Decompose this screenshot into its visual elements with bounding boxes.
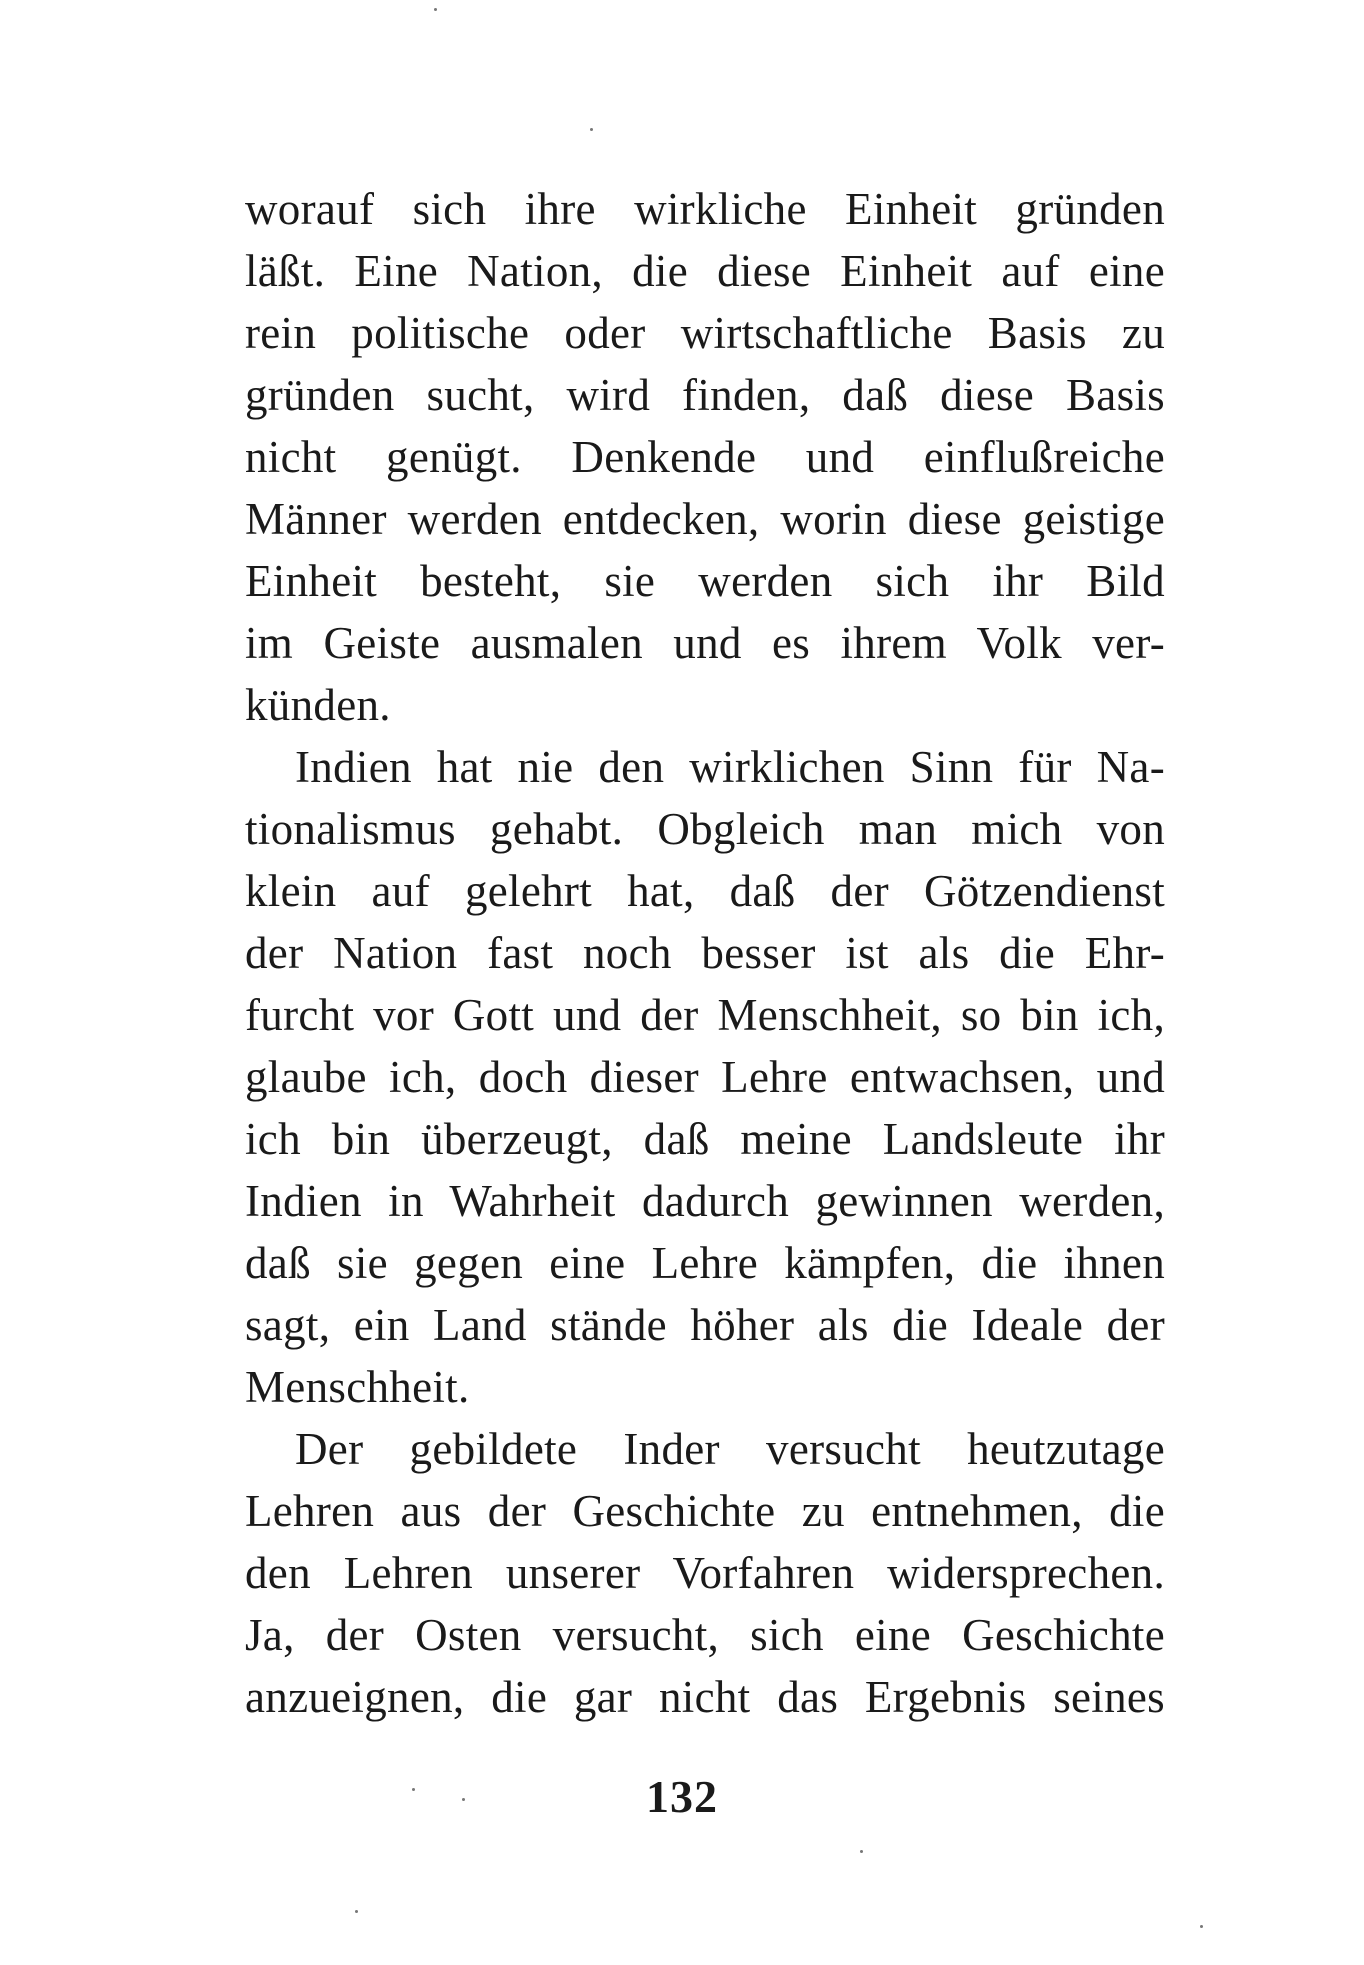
text-line: den Lehren unserer Vorfahren widersprechen. — [245, 1548, 1165, 1598]
text-line: ich bin überzeugt, daß meine Landsleute ihr — [245, 1114, 1165, 1164]
scan-speck — [1200, 1925, 1203, 1928]
text-line: rein politische oder wirtschaftliche Basis zu — [245, 308, 1165, 358]
scan-speck — [860, 1850, 863, 1853]
text-line: Menschheit. — [245, 1362, 470, 1412]
text-line: gründen sucht, wird finden, daß diese Basis — [245, 370, 1165, 420]
text-line: glaube ich, doch dieser Lehre entwachsen, und — [245, 1052, 1165, 1102]
scan-speck — [462, 1798, 465, 1801]
text-line: klein auf gelehrt hat, daß der Götzendienst — [245, 866, 1165, 916]
scan-speck — [355, 1910, 358, 1913]
text-line: Lehren aus der Geschichte zu entnehmen, die — [245, 1486, 1165, 1536]
text-line: Indien hat nie den wirklichen Sinn für Na- — [295, 742, 1165, 792]
text-line: anzueignen, die gar nicht das Ergebnis seines — [245, 1672, 1165, 1722]
body-text — [245, 178, 1165, 1728]
paragraph-3 — [245, 1418, 1165, 1728]
text-line: Männer werden entdecken, worin diese geistige — [245, 494, 1165, 544]
text-line: im Geiste ausmalen und es ihrem Volk ver- — [245, 618, 1165, 668]
text-line: tionalismus gehabt. Obgleich man mich von — [245, 804, 1165, 854]
text-line: Indien in Wahrheit dadurch gewinnen werden, — [245, 1176, 1165, 1226]
text-line: Ja, der Osten versucht, sich eine Geschichte — [245, 1610, 1165, 1660]
text-line: Einheit besteht, sie werden sich ihr Bild — [245, 556, 1165, 606]
page-number: 132 — [646, 1771, 718, 1822]
text-line: furcht vor Gott und der Menschheit, so bin ich, — [245, 990, 1165, 1040]
paragraph-1 — [245, 178, 1165, 736]
text-line: läßt. Eine Nation, die diese Einheit auf eine — [245, 246, 1165, 296]
text-line: daß sie gegen eine Lehre kämpfen, die ihnen — [245, 1238, 1165, 1288]
text-line: der Nation fast noch besser ist als die Ehr- — [245, 928, 1165, 978]
text-line: künden. — [245, 680, 391, 730]
scan-speck — [590, 128, 593, 131]
text-line: nicht genügt. Denkende und einflußreiche — [245, 432, 1165, 482]
paragraph-2 — [245, 736, 1165, 1418]
scan-speck — [412, 1788, 415, 1791]
text-line: Der gebildete Inder versucht heutzutage — [295, 1424, 1165, 1474]
text-line: sagt, ein Land stände höher als die Ideale der — [245, 1300, 1165, 1350]
scan-speck — [434, 8, 437, 11]
text-line: worauf sich ihre wirkliche Einheit gründen — [245, 184, 1165, 234]
